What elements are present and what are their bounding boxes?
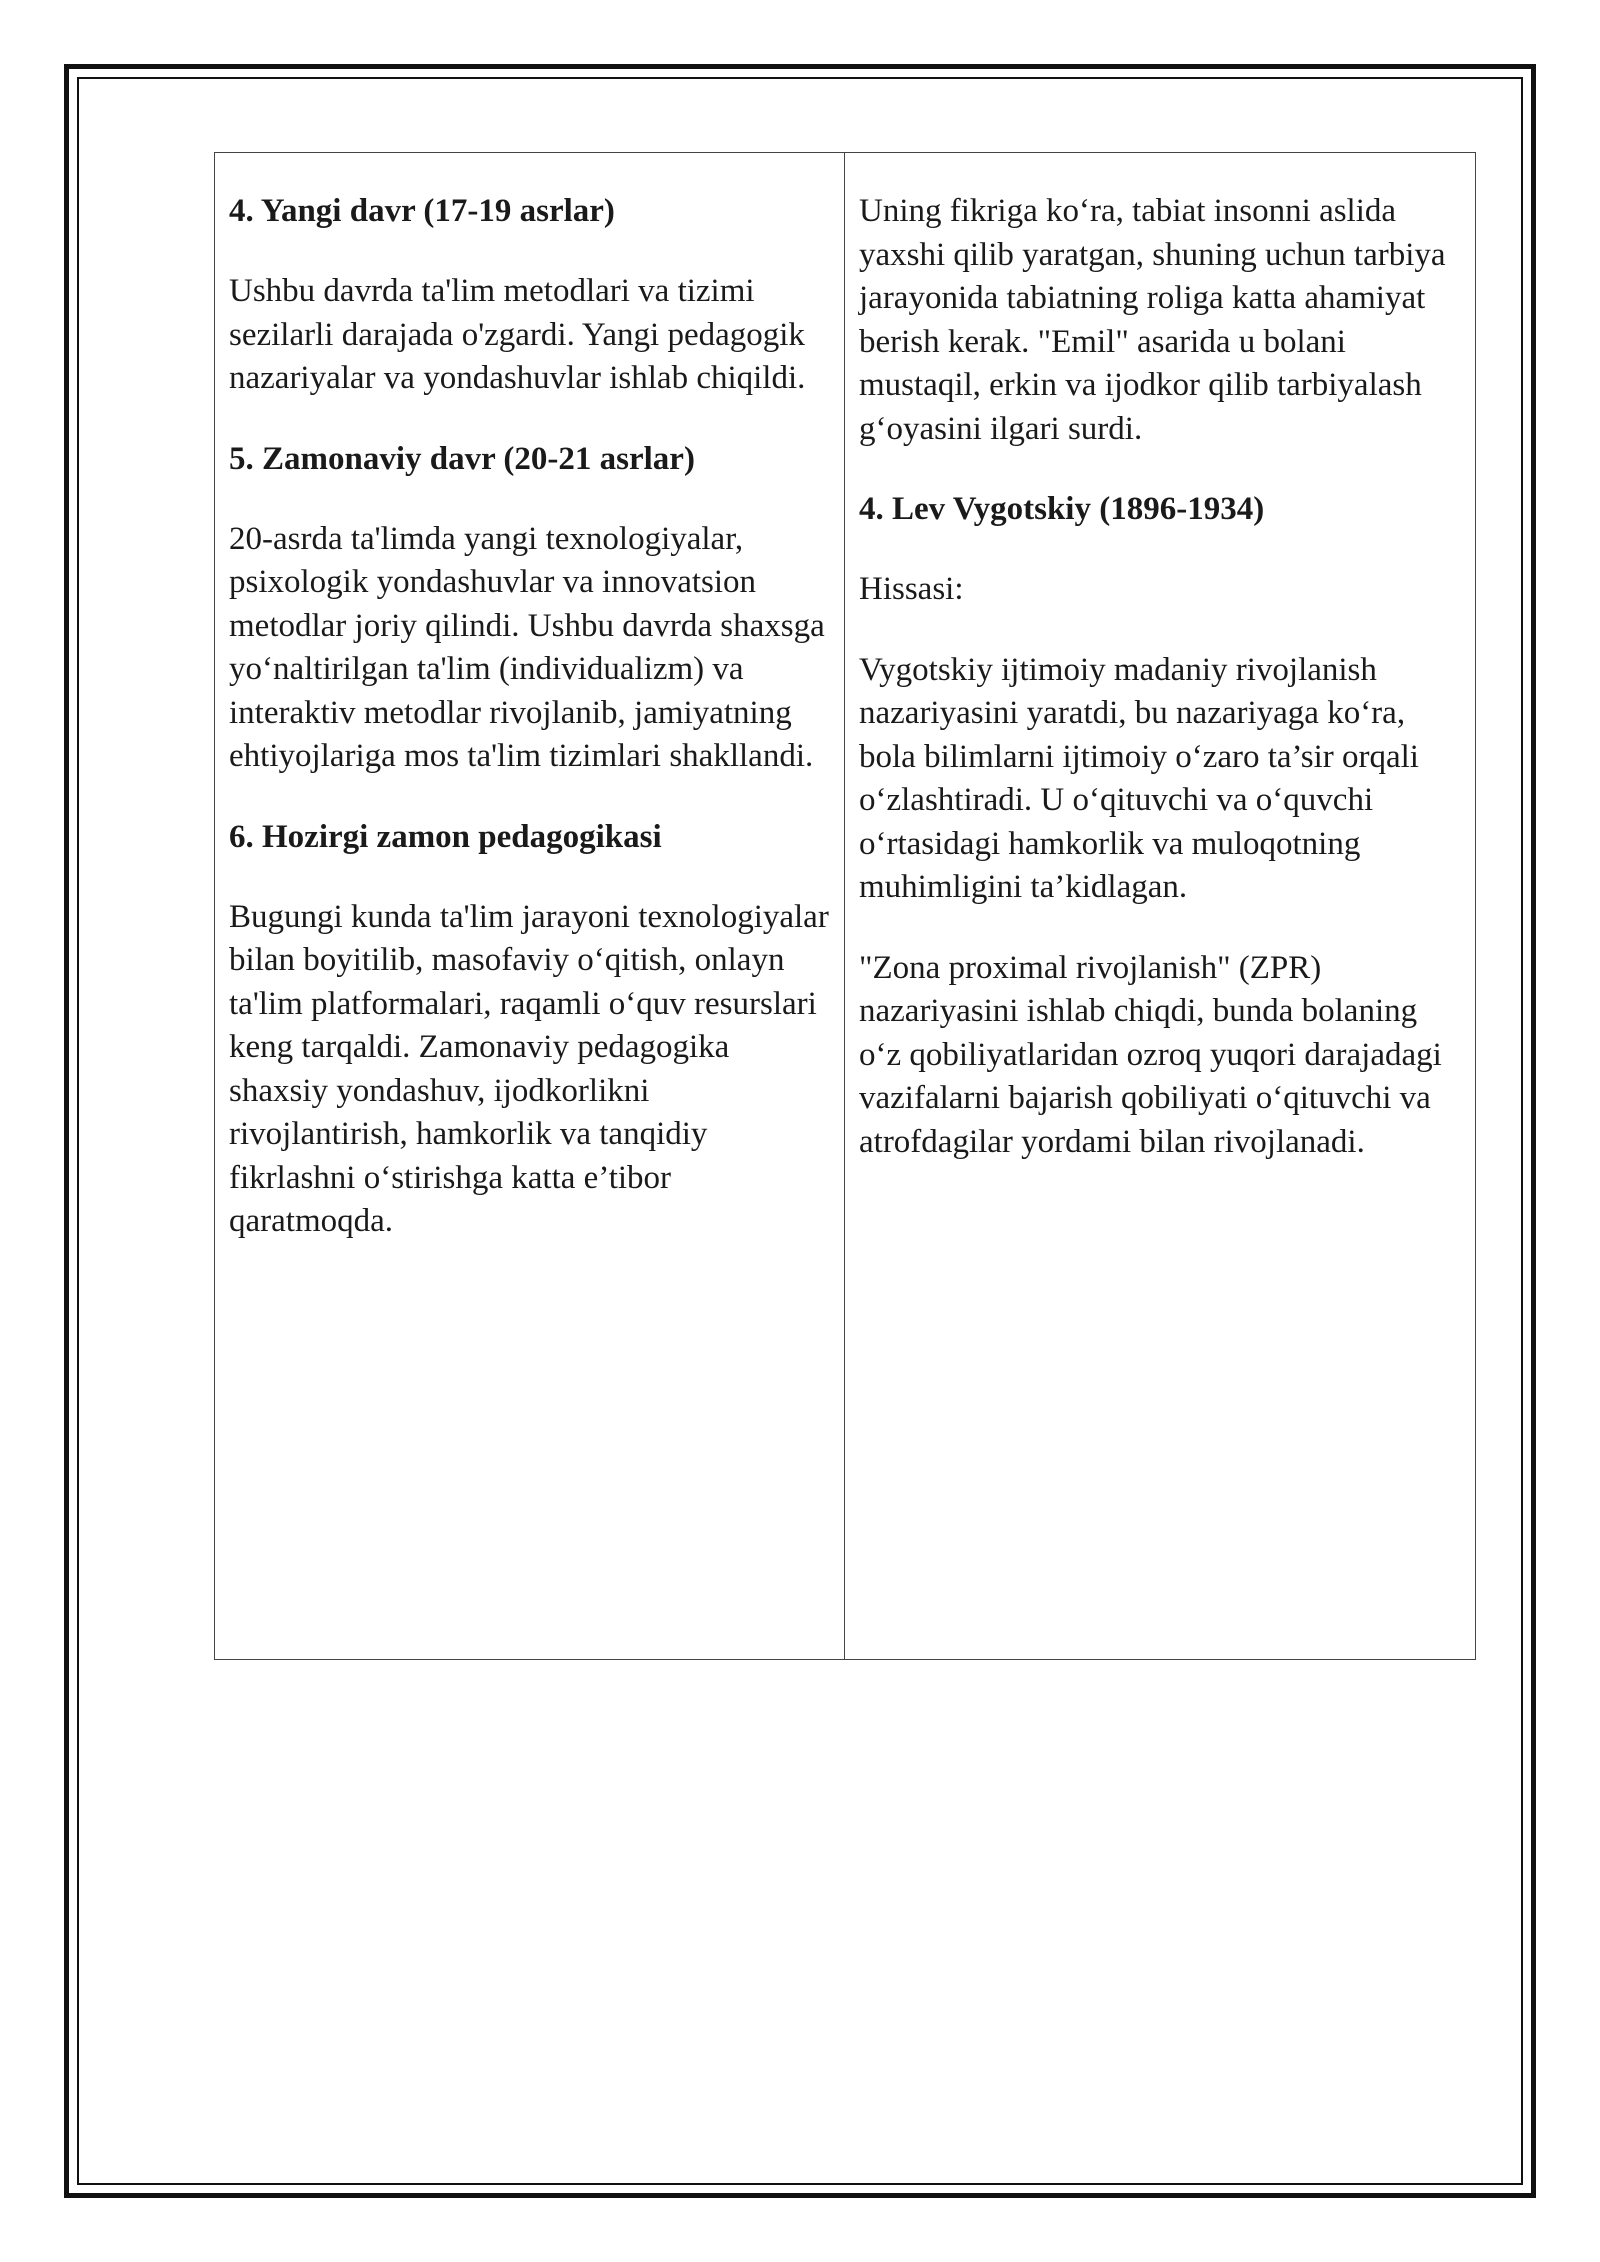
intro-paragraph-rousseau: Uning fikriga ko‘ra, tabiat insonni aslida yaxshi qilib yaratgan, shuning uchun tarbiya jarayonida tabiatning roliga katta ahamiyat berish kerak. "Emil" asarida u bolani mustaqil, erkin va ijodkor qilib tarbiyalash g‘oyasini ilgari surdi. <box>859 193 1446 447</box>
vygotskiy-paragraph-zpr: "Zona proximal rivojlanish" (ZPR) nazariyasini ishlab chiqdi, bunda bolaning o‘z qobiliyatlaridan ozroq yuqori darajadagi vazifalarni bajarish qobiliyati o‘qituvchi va atrofdagilar yordami bilan rivojlanadi. <box>859 949 1442 1160</box>
section-heading-hozirgi-zamon: 6. Hozirgi zamon pedagogikasi <box>229 818 662 855</box>
section-paragraph-yangi-davr: Ushbu davrda ta'lim metodlari va tizimi sezilarli darajada o'zgardi. Yangi pedagogik nazariyalar va yondashuvlar ishlab chiqildi. <box>229 273 806 396</box>
section-heading-zamonaviy-davr: 5. Zamonaviy davr (20-21 asrlar) <box>229 440 695 477</box>
contribution-label: Hissasi: <box>859 571 964 607</box>
section-heading-vygotskiy: 4. Lev Vygotskiy (1896-1934) <box>859 491 1265 527</box>
section-heading-yangi-davr: 4. Yangi davr (17-19 asrlar) <box>229 193 615 229</box>
content-table <box>214 152 1476 1660</box>
right-column <box>845 153 1475 1659</box>
vygotskiy-paragraph-theory: Vygotskiy ijtimoiy madaniy rivojlanish nazariyasini yaratdi, bu nazariyaga ko‘ra, bola bilimlarni ijtimoiy o‘zaro ta’sir orqali o‘zlashtiradi. U o‘qituvchi va o‘quvchi o‘rtasidagi hamkorlik va muloqotning muhimligini ta’kidlagan. <box>859 651 1419 905</box>
section-paragraph-hozirgi-zamon: Bugungi kunda ta'lim jarayoni texnologiyalar bilan boyitilib, masofaviy o‘qitish, onlayn ta'lim platformalari, raqamli o‘quv resurslari keng tarqaldi. Zamonaviy pedagogika shaxsiy yondashuv, ijodkorlikni rivojlantirish, hamkorlik va tanqidiy fikrlashni o‘stirishga katta e’tibor qaratmoqda. <box>229 898 829 1239</box>
section-paragraph-zamonaviy-davr: 20-asrda ta'limda yangi texnologiyalar, psixologik yondashuvlar va innovatsion metodlar joriy qilindi. Ushbu davrda shaxsga yo‘naltirilgan ta'lim (individualizm) va interaktiv metodlar rivojlanib, jamiyatning ehtiyojlariga mos ta'lim tizimlari shakllandi. <box>229 520 825 774</box>
left-column <box>215 153 845 1659</box>
